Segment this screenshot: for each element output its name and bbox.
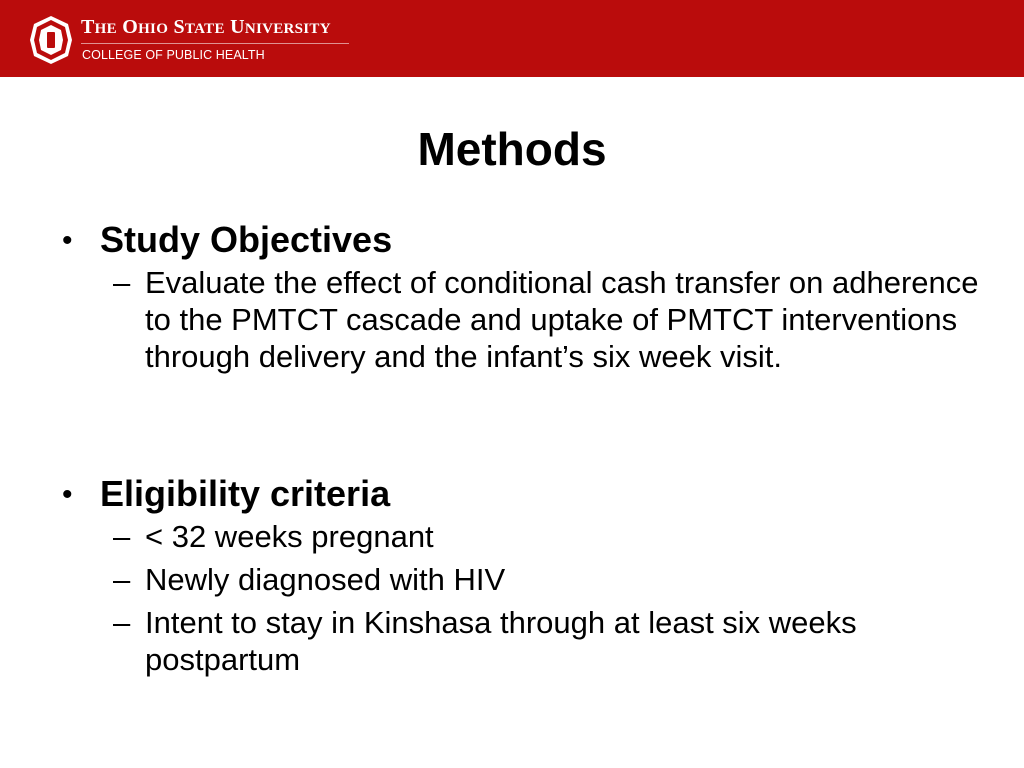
dash-icon: – xyxy=(113,605,131,640)
block-o-logo-icon xyxy=(30,16,72,64)
sub-bullet-item xyxy=(0,561,1024,598)
bullet-icon: • xyxy=(62,478,73,511)
dash-icon: – xyxy=(113,562,131,597)
section-heading: Study Objectives xyxy=(100,219,393,260)
header-banner xyxy=(0,0,1024,77)
sub-bullet-text: Evaluate the effect of conditional cash transfer on adherence to the PMTCT cascade and uptake of PMTCT interventions through delivery and the infant’s six week visit. xyxy=(145,265,979,374)
college-name: COLLEGE OF PUBLIC HEALTH xyxy=(82,48,265,62)
sub-bullet-text: Newly diagnosed with HIV xyxy=(145,562,506,597)
sub-bullet-item xyxy=(0,264,1024,375)
university-name: THE OHIO STATE UNIVERSITY xyxy=(81,16,331,38)
dash-icon: – xyxy=(113,265,131,300)
dash-icon: – xyxy=(113,519,131,554)
header-divider xyxy=(81,43,349,44)
sub-bullet-list xyxy=(0,264,1024,375)
section-heading: Eligibility criteria xyxy=(100,473,391,514)
sub-bullet-item xyxy=(0,604,1024,678)
bullet-icon: • xyxy=(62,224,73,257)
sub-bullet-list xyxy=(0,518,1024,678)
slide-title: Methods xyxy=(417,123,607,175)
sub-bullet-text: < 32 weeks pregnant xyxy=(145,519,434,554)
bullet-heading-row xyxy=(0,216,1024,264)
sub-bullet-text: Intent to stay in Kinshasa through at least six weeks postpartum xyxy=(145,605,857,677)
bullet-heading-row xyxy=(0,470,1024,518)
sub-bullet-item xyxy=(0,518,1024,555)
section-study-objectives xyxy=(0,216,1024,381)
section-eligibility-criteria xyxy=(0,470,1024,684)
